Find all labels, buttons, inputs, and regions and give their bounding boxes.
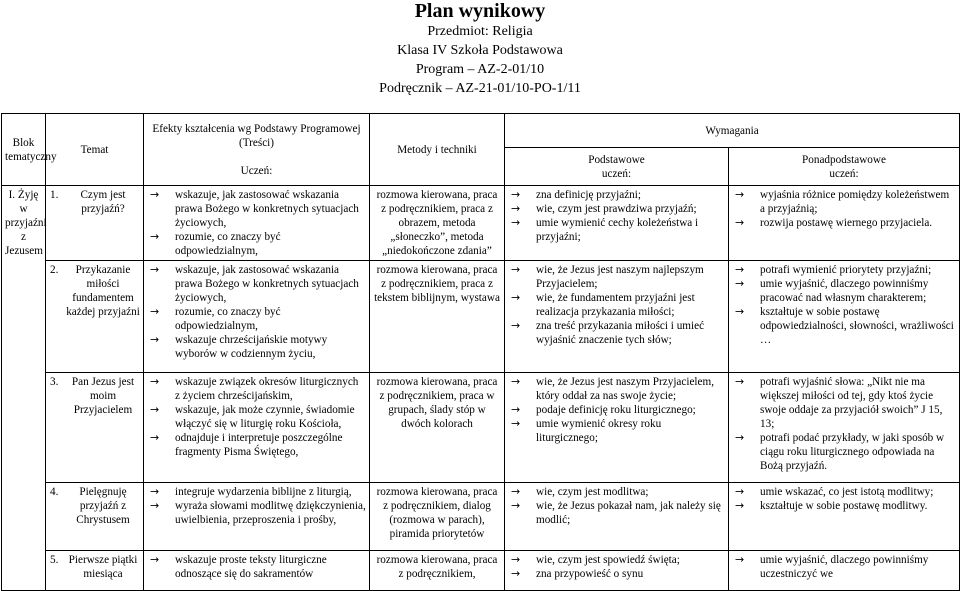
advanced-cell [729,261,960,373]
header-basic: Podstawowe uczeń: [505,148,729,186]
list-item: → wyraża słowami modlitwę dziękczynienia, uwielbienia, przeproszenia i prośby, [147,499,366,527]
header-advanced: Ponadpodstawowe uczeń: [729,148,960,186]
subject-line: Przedmiot: Religia [427,24,533,39]
list-item: → integruje wydarzenia biblijne z liturgią, [147,485,366,499]
list-item: → zna treść przykazania miłości i umieć wyjaśnić znaczenie tych słów; [508,319,725,347]
list-item: → wskazuje chrześcijańskie motywy wyborów w codziennym życiu, [147,333,366,361]
list-item: → wie, czym jest modlitwa; [508,485,725,499]
block-cell: I. Żyję w przyjaźni z Jezusem [2,186,46,591]
list-item: → zna przypowieść o synu [508,567,725,581]
table-row [2,261,960,373]
table-row [2,483,960,551]
effects-cell [144,261,370,373]
document-title: Plan wynikowy [414,0,546,22]
list-item: → umie wyjaśnić, dlaczego powinniśmy pracować nad własnym charakterem; [732,277,956,305]
table-row [2,186,960,261]
methods-cell: rozmowa kierowana, praca z podręcznikiem, [370,551,505,591]
plan-table [1,113,960,591]
list-item: → rozumie, co znaczy być odpowiedzialnym, [147,230,366,258]
list-item: → wskazuje proste teksty liturgiczne odnoszące się do sakramentów [147,553,366,581]
table-row [2,373,960,483]
basic-cell [505,483,729,551]
document-header [0,0,960,112]
textbook-line: Podręcznik – AZ-21-01/10-PO-1/11 [379,81,581,96]
list-item: → umie wyjaśnić, dlaczego powinniśmy uczestniczyć we [732,553,956,581]
topic-cell: 1. Czym jest przyjaźń? [46,186,144,261]
list-item: → wie, że Jezus jest naszym najlepszym Przyjacielem; [508,263,725,291]
header-methods: Metody i techniki [370,114,505,186]
header-effects: Efekty kształcenia wg Podstawy Programowej (Treści) Uczeń: [144,114,370,186]
topic-cell: 3. Pan Jezus jest moim Przyjacielem [46,373,144,483]
list-item: → wie, że Jezus pokazał nam, jak należy się modlić; [508,499,725,527]
program-line: Program – AZ-2-01/10 [415,62,545,77]
effects-cell [144,373,370,483]
effects-cell [144,186,370,261]
header-advanced-uczen: uczeń: [829,167,859,180]
advanced-cell [729,373,960,483]
list-item: → wyjaśnia różnice pomiędzy koleżeństwem a przyjaźnią; [732,188,956,216]
list-item: → umie wymienić okresy roku liturgicznego; [508,417,725,445]
effects-cell [144,483,370,551]
class-school-line: Klasa IV Szkoła Podstawowa [397,43,563,58]
basic-cell [505,373,729,483]
header-topic: Temat [46,114,144,186]
list-item: → potrafi podać przykłady, w jaki sposób w ciągu roku liturgicznego odpowiada na Bożą przyjaźń. [732,431,956,473]
list-item: → kształtuje w sobie postawę odpowiedzialności, słowności, wrażliwości … [732,305,956,347]
advanced-cell [729,551,960,591]
list-item: → wskazuje związek okresów liturgicznych z życiem chrześcijańskim, [147,375,366,403]
methods-cell: rozmowa kierowana, praca z podręcznikiem, praca z obrazem, metoda „słoneczko”, metoda „niedokończone zdania” [370,186,505,261]
list-item: → wskazuje, jak zastosować wskazania prawa Bożego w konkretnych sytuacjach życiowych, [147,188,366,230]
header-effects-uczen: Uczeń: [240,164,273,177]
advanced-cell [729,483,960,551]
list-item: → odnajduje i interpretuje poszczególne fragmenty Pisma Świętego, [147,431,366,459]
list-item: → rozumie, co znaczy być odpowiedzialnym, [147,305,366,333]
basic-cell [505,186,729,261]
list-item: → umie wskazać, co jest istotą modlitwy; [732,485,956,499]
list-item: → wskazuje, jak zastosować wskazania prawa Bożego w konkretnych sytuacjach życiowych, [147,263,366,305]
basic-cell [505,261,729,373]
header-requirements: Wymagania [505,114,960,148]
header-basic-uczen: uczeń: [601,167,632,180]
list-item: → wie, że fundamentem przyjaźni jest realizacja przykazania miłości; [508,291,725,319]
topic-cell: 5. Pierwsze piątki miesiąca [46,551,144,591]
topic-cell: 2. Przykazanie miłości fundamentem każdej przyjaźni [46,261,144,373]
topic-cell: 4. Pielęgnuję przyjaźń z Chrystusem [46,483,144,551]
list-item: → potrafi wyjaśnić słowa: „Nikt nie ma większej miłości od tej, gdy ktoś życie swoje oddaje za przyjaciół swoich” J 15, 13; [732,375,956,431]
list-item: → wie, czym jest spowiedź święta; [508,553,725,567]
table-row [2,551,960,591]
advanced-cell [729,186,960,261]
list-item: → umie wymienić cechy koleżeństwa i przyjaźni; [508,216,725,244]
list-item: → wskazuje, jak może czynnie, świadomie włączyć się w liturgię roku Kościoła, [147,403,366,431]
effects-cell [144,551,370,591]
list-item: → podaje definicję roku liturgicznego; [508,403,725,417]
basic-cell [505,551,729,591]
list-item: → potrafi wymienić priorytety przyjaźni; [732,263,956,277]
list-item: → kształtuje w sobie postawę modlitwy. [732,499,956,513]
list-item: → wie, czym jest prawdziwa przyjaźń; [508,202,725,216]
methods-cell: rozmowa kierowana, praca z podręcznikiem, praca z tekstem biblijnym, wystawa [370,261,505,373]
methods-cell: rozmowa kierowana, praca z podręcznikiem, praca w grupach, ślady stóp w dwóch kolorach [370,373,505,483]
header-block: Blok tematyczny [2,114,46,186]
methods-cell: rozmowa kierowana, praca z podręcznikiem, dialog (rozmowa w parach), piramida priorytetów [370,483,505,551]
list-item: → zna definicję przyjaźni; [508,188,725,202]
list-item: → wie, że Jezus jest naszym Przyjacielem, który oddał za nas swoje życie; [508,375,725,403]
list-item: → rozwija postawę wiernego przyjaciela. [732,216,956,230]
